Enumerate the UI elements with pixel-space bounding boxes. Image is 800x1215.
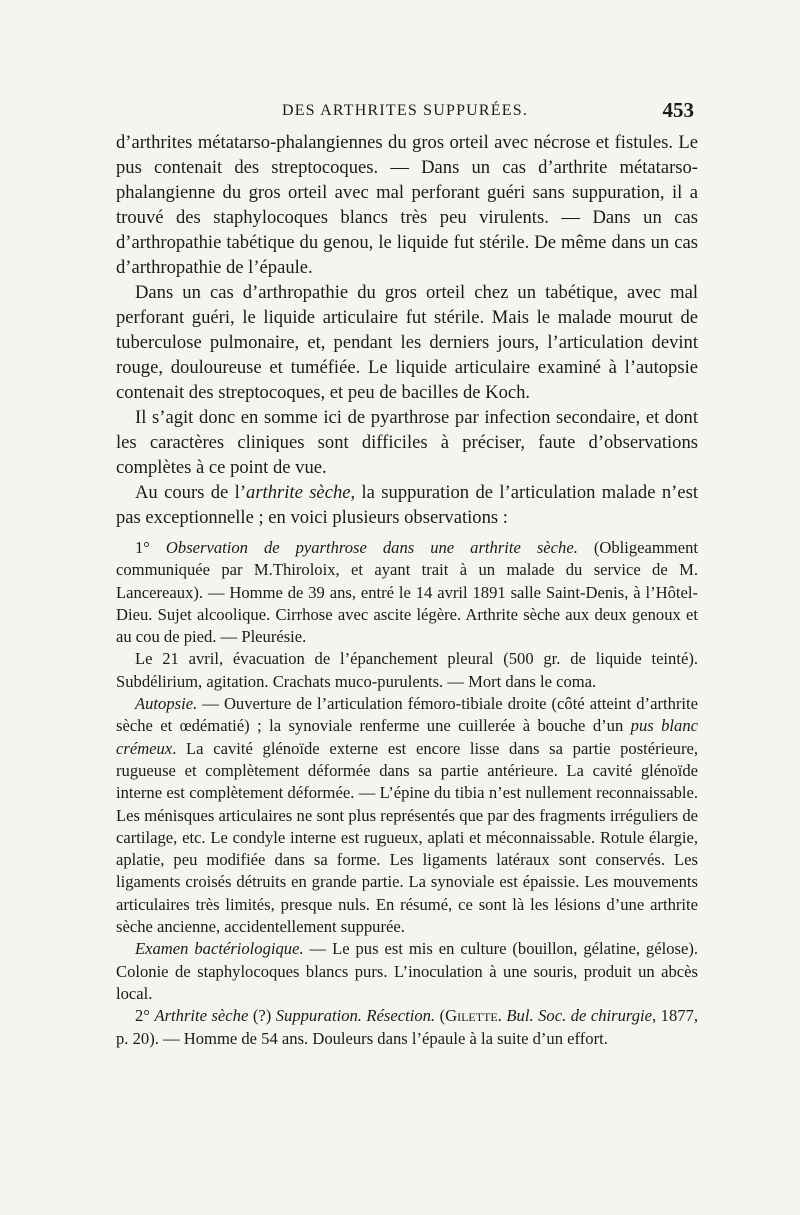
p4-text-c: , la suppuration de l’articulation malade n’est pas exceptionnelle ; en voici plusieurs observations : — [116, 482, 698, 528]
page-number: 453 — [662, 98, 694, 122]
obs2-title: Arthrite sèche — [154, 1006, 249, 1026]
obs2-title-2: Suppuration. Résection. — [275, 1006, 436, 1026]
obs2-open: ( — [435, 1006, 446, 1026]
observation-2 — [116, 1005, 698, 1050]
obs2-text: , 1877, p. 20). — Homme de 54 ans. Douleurs dans l’épaule à la suite d’un effort. — [116, 1006, 698, 1048]
observation-1-continued: Le 21 avril, évacuation de l’épanchement pleural (500 gr. de liquide teinté). Subdélirium, agitation. Crachats muco-purulents. — Mort dans le coma. — [116, 649, 698, 691]
obs2-mid: . — [497, 1006, 507, 1026]
obs1-number: 1° — [135, 538, 166, 557]
autopsie-text-c: . La cavité glénoïde externe est encore lisse dans sa partie postérieure, rugueuse et complètement déformée dans sa partie antérieure. La cavité glénoïde interne est complètement déformée. — L’épine du tibia n’est nullement reconnaissable. Les ménisques articulaires ne sont plus représentés que par des fragments irréguliers de cartilage, etc. Le condyle interne est rugueux, aplati et méconnaissable. Rotule élargie, aplatie, peu modifiée dans sa forme. Les ligaments latéraux sont conservés. Les ligaments croisés détruits en grande partie. La synoviale est épaissie. Les mouvements articulaires très limités, presque nuls. En résumé, ce sont là les lésions d’une arthrite sèche ancienne, accidentellement suppurée. — [116, 738, 698, 937]
obs2-number: 2° — [135, 1006, 155, 1026]
autopsie-paragraph — [116, 693, 698, 938]
observation-1 — [116, 537, 698, 648]
page-header — [116, 98, 694, 128]
running-title: DES ARTHRITES SUPPURÉES. — [281, 102, 529, 119]
autopsie-label: Autopsie. — [135, 694, 198, 714]
examen-text: — Le pus est mis en culture (bouillon, gélatine, gélose). Colonie de staphylocoques blancs purs. L’inoculation à une souris, produit un abcès local. — [116, 939, 698, 1003]
paragraph-1: d’arthrites métatarso-phalangiennes du gros orteil avec nécrose et fistules. Le pus contenait des streptocoques. — Dans un cas d’arthrite métatarso-phalangienne du gros orteil avec mal perforant guéri sans suppuration, il a trouvé des staphylocoques blancs très peu virulents. — Dans un cas d’arthropathie tabétique du genou, le liquide fut stérile. De même dans un cas d’arthropathie de l’épaule. — [116, 132, 698, 278]
page-body — [116, 130, 698, 1050]
paragraph-2: Dans un cas d’arthropathie du gros orteil chez un tabétique, avec mal perforant guéri, le liquide articulaire fut stérile. Mais le malade mourut de tuberculose pulmonaire, et, pendant les derniers jours, l’articulation devint rouge, douloureuse et tuméfiée. Le liquide articulaire examiné à l’autopsie contenait des streptocoques, et peu de bacilles de Koch. — [116, 282, 698, 403]
paragraph-3: Il s’agit donc en somme ici de pyarthrose par infection secondaire, et dont les caractères cliniques sont difficiles à préciser, faute d’observations complètes à ce point de vue. — [116, 407, 698, 478]
autopsie-text-a: — Ouverture de l’articulation fémoro-tibiale droite (côté atteint d’arthrite sèche et œdématié) ; la synoviale renferme une cuillerée à bouche d’un — [116, 694, 698, 736]
examen-paragraph — [116, 938, 698, 1005]
obs2-journal: Bul. Soc. de chirurgie — [506, 1006, 653, 1026]
autopsie-emphasis: pus blanc crémeux — [116, 716, 698, 758]
p4-emphasis: arthrite sèche — [246, 482, 351, 503]
examen-label: Examen bactériologique. — [135, 939, 304, 959]
obs1-title: Observation de pyarthrose dans une arthrite sèche. — [165, 538, 578, 557]
obs1-text: (Obligeamment communiquée par M.Thiroloix, et ayant trait à un malade du service de M. Lancereaux). — Homme de 39 ans, entré le 14 avril 1891 salle Saint-Denis, à l’Hôtel-Dieu. Sujet alcoolique. Cirrhose avec ascite légère. Arthrite sèche aux deux genoux et au cou de pied. — Pleurésie. — [116, 538, 698, 647]
p4-text-a: Au cours de l’ — [135, 482, 247, 503]
paragraph-4 — [116, 480, 698, 530]
obs2-author: Gilette — [445, 1006, 498, 1026]
obs2-question: (?) — [248, 1006, 276, 1026]
